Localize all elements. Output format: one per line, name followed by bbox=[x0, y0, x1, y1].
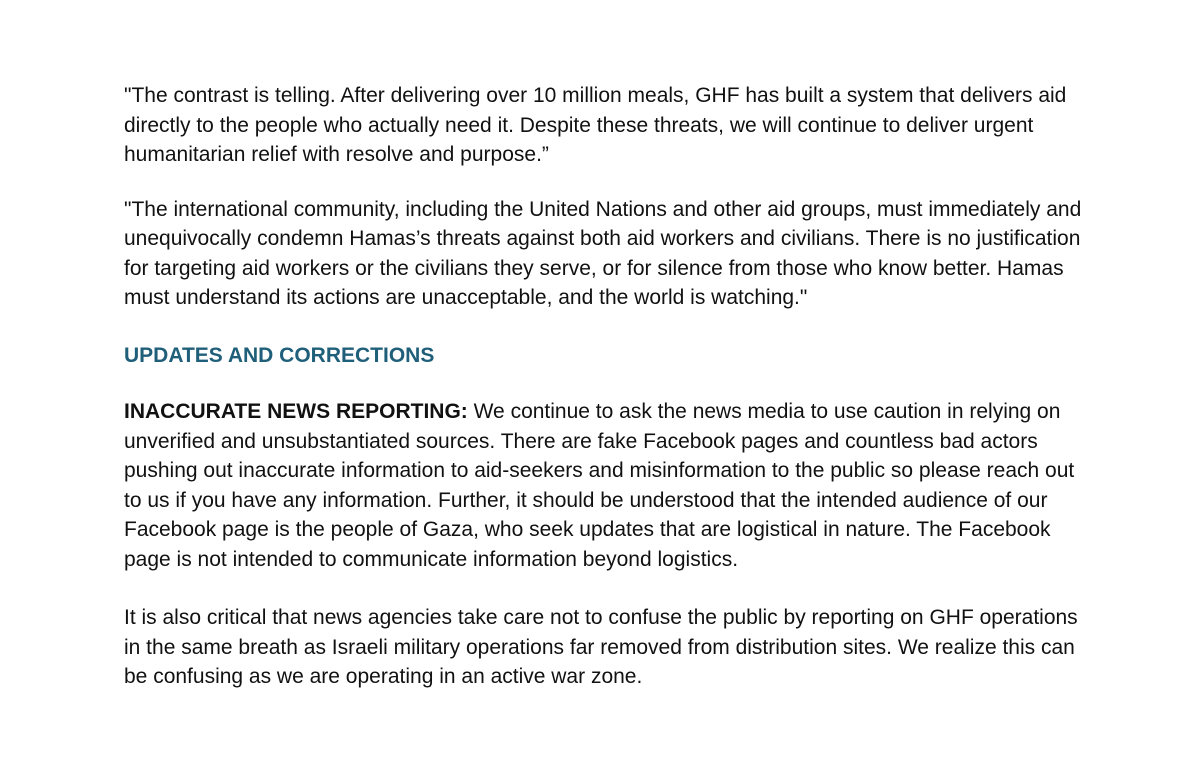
inaccurate-reporting-paragraph bbox=[124, 397, 1084, 574]
spacer bbox=[124, 574, 1084, 603]
quote-paragraph-2: "The international community, including the United Nations and other aid groups, must immediately and unequivocally condemn Hamas’s threats against both aid workers and civilians. There is no justification for targeting aid workers or the civilians they serve, or for silence from those who know better. Hamas must understand its actions are unacceptable, and the world is watching." bbox=[124, 197, 1082, 309]
spacer bbox=[124, 313, 1084, 341]
document-body bbox=[124, 81, 1084, 692]
spacer bbox=[124, 170, 1084, 195]
closing-paragraph: It is also critical that news agencies take care not to confuse the public by reporting on GHF operations in the same breath as Israeli military operations far removed from distribution sites. We realize this can be confusing as we are operating in an active war zone. bbox=[124, 606, 1078, 688]
inaccurate-reporting-label: INACCURATE NEWS REPORTING: bbox=[124, 400, 468, 423]
quote-paragraph-1: "The contrast is telling. After delivering over 10 million meals, GHF has built a system that delivers aid directly to the people who actually need it. Despite these threats, we will continue to deliver urgent humanitarian relief with resolve and purpose.” bbox=[124, 84, 1067, 166]
section-heading: UPDATES AND CORRECTIONS bbox=[124, 343, 435, 367]
inaccurate-reporting-text: We continue to ask the news media to use caution in relying on unverified and unsubstantiated sources. There are fake Facebook pages and countless bad actors pushing out inaccurate information to aid-seekers and misinformation to the public so please reach out to us if you have any information. Further, it should be understood that the intended audience of our Facebook page is the people of Gaza, who seek updates that are logistical in nature. The Facebook page is not intended to communicate information beyond logistics. bbox=[124, 400, 1075, 571]
spacer bbox=[124, 370, 1084, 397]
